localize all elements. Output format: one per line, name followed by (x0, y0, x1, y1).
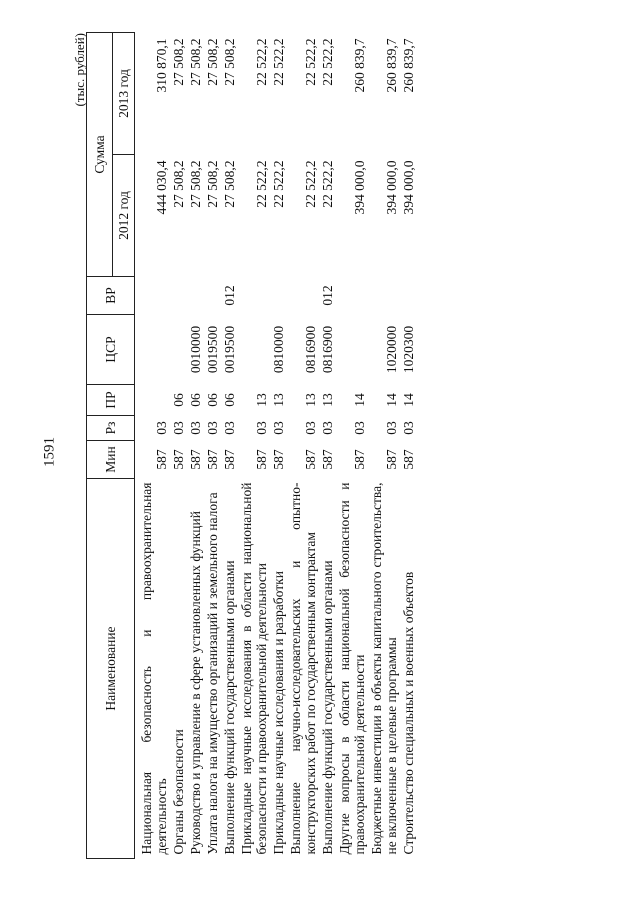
table-row (270, 32, 287, 858)
cell-csr (336, 315, 368, 385)
cell-min: 587 (171, 449, 186, 470)
cell-y2013: 260 839,7 (352, 38, 367, 93)
cell-pr: 14 (352, 393, 367, 407)
cell-name: Выполнение научно-исследовательских и опытно-конструкторских работ по государственным контрактам (288, 482, 318, 855)
cell-y2012: 27 508,2 (188, 160, 203, 208)
page-number: 1591 (41, 437, 58, 467)
header-name: Наименование (87, 479, 135, 859)
cell-pr: 13 (320, 393, 335, 407)
cell-csr: 0019500 (205, 325, 220, 374)
cell-rz: 03 (320, 421, 335, 435)
cell-vr (287, 277, 319, 315)
cell-y2012: 444 030,4 (154, 160, 169, 215)
cell-vr (400, 277, 417, 315)
cell-name: Выполнение функций государственными органами (222, 560, 237, 855)
cell-min: 587 (303, 449, 318, 470)
cell-y2013: 27 508,2 (222, 38, 237, 86)
header-2012: 2012 год (113, 155, 135, 277)
cell-y2012: 22 522,2 (254, 160, 269, 208)
cell-y2012: 394 000,0 (384, 160, 399, 215)
cell-rz: 03 (352, 421, 367, 435)
cell-rz: 03 (188, 421, 203, 435)
cell-vr: 012 (222, 285, 237, 306)
cell-y2013: 22 522,2 (303, 38, 318, 86)
cell-csr (135, 315, 171, 385)
cell-vr (238, 277, 270, 315)
cell-rz: 03 (384, 421, 399, 435)
cell-y2012: 27 508,2 (205, 160, 220, 208)
cell-min: 587 (205, 449, 220, 470)
table-row (135, 32, 171, 858)
table-row (187, 32, 204, 858)
cell-y2013: 22 522,2 (271, 38, 286, 86)
cell-y2012: 27 508,2 (222, 160, 237, 208)
cell-min: 587 (320, 449, 335, 470)
cell-pr: 06 (171, 393, 186, 407)
cell-rz: 03 (154, 421, 169, 435)
cell-name: Строительство специальных и военных объектов (401, 571, 416, 855)
header-min: Мин (87, 441, 135, 479)
table-row (221, 32, 238, 858)
header-2013: 2013 год (113, 32, 135, 154)
cell-pr: 13 (303, 393, 318, 407)
table-row (287, 32, 319, 858)
cell-name: Бюджетные инвестиции в объекты капитального строительства, не включенные в целевые программы (369, 482, 399, 855)
cell-min: 587 (188, 449, 203, 470)
cell-pr: 06 (222, 393, 237, 407)
cell-y2012: 22 522,2 (303, 160, 318, 208)
header-vr: ВР (87, 277, 135, 315)
cell-min: 587 (222, 449, 237, 470)
cell-csr: 0816900 (320, 325, 335, 374)
cell-y2013: 310 870,1 (154, 38, 169, 93)
header-sum: Сумма (87, 32, 113, 276)
cell-rz: 03 (271, 421, 286, 435)
cell-y2012: 394 000,0 (352, 160, 367, 215)
cell-pr: 14 (384, 393, 399, 407)
table-row (400, 32, 417, 858)
cell-y2012: 22 522,2 (320, 160, 335, 208)
cell-rz: 03 (254, 421, 269, 435)
cell-rz: 03 (303, 421, 318, 435)
cell-vr (187, 277, 204, 315)
cell-csr: 0010000 (188, 325, 203, 374)
cell-min: 587 (154, 449, 169, 470)
header-csr: ЦСР (87, 315, 135, 385)
table-row (204, 32, 221, 858)
cell-rz: 03 (222, 421, 237, 435)
cell-rz: 03 (171, 421, 186, 435)
cell-csr (238, 315, 270, 385)
cell-csr: 0019500 (222, 325, 237, 374)
cell-y2012: 27 508,2 (171, 160, 186, 208)
cell-min: 587 (401, 449, 416, 470)
cell-vr (204, 277, 221, 315)
cell-y2013: 27 508,2 (171, 38, 186, 86)
cell-name: Другие вопросы в области национальной безопасности и правоохранительной деятельности (337, 482, 367, 855)
cell-name: Национальная безопасность и правоохранительная деятельность (139, 482, 169, 855)
table-row (368, 32, 400, 858)
cell-name: Прикладные научные исследования и разработки (271, 571, 286, 855)
budget-table (86, 32, 417, 859)
cell-y2013: 27 508,2 (188, 38, 203, 86)
cell-y2013: 27 508,2 (205, 38, 220, 86)
cell-csr: 0810000 (271, 325, 286, 374)
cell-y2012: 394 000,0 (401, 160, 416, 215)
cell-vr (170, 277, 187, 315)
cell-min: 587 (271, 449, 286, 470)
table-header (87, 32, 135, 858)
header-pr: ПР (87, 385, 135, 416)
cell-name: Уплата налога на имущество организаций и земельного налога (205, 492, 220, 855)
cell-y2013: 260 839,7 (384, 38, 399, 93)
cell-pr: 13 (271, 393, 286, 407)
cell-y2013: 22 522,2 (320, 38, 335, 86)
cell-name: Выполнение функций государственными органами (320, 560, 335, 855)
table-row (319, 32, 336, 858)
cell-y2013: 22 522,2 (254, 38, 269, 86)
cell-pr: 06 (205, 393, 220, 407)
cell-csr: 1020000 (384, 325, 399, 374)
cell-y2012: 22 522,2 (271, 160, 286, 208)
table-row (238, 32, 270, 858)
cell-csr (170, 315, 187, 385)
table-row (170, 32, 187, 858)
cell-name: Прикладные научные исследования в области национальной безопасности и правоохранительной деятельности (239, 482, 269, 855)
cell-csr: 1020300 (401, 325, 416, 374)
cell-min: 587 (254, 449, 269, 470)
header-rz: Рз (87, 416, 135, 441)
cell-y2013: 260 839,7 (401, 38, 416, 93)
cell-min: 587 (352, 449, 367, 470)
cell-vr (135, 277, 171, 315)
cell-pr (135, 385, 171, 416)
budget-document-sheet (72, 33, 563, 859)
cell-rz: 03 (205, 421, 220, 435)
cell-min: 587 (384, 449, 399, 470)
cell-pr: 06 (188, 393, 203, 407)
cell-vr (336, 277, 368, 315)
cell-vr (368, 277, 400, 315)
cell-csr: 0816900 (303, 325, 318, 374)
unit-label: (тыс. рублей) (72, 33, 87, 107)
table-body (135, 32, 418, 858)
cell-vr (270, 277, 287, 315)
table-row (336, 32, 368, 858)
cell-name: Органы безопасности (171, 729, 186, 855)
cell-pr: 13 (254, 393, 269, 407)
cell-pr: 14 (401, 393, 416, 407)
cell-vr: 012 (320, 285, 335, 306)
cell-rz: 03 (401, 421, 416, 435)
cell-name: Руководство и управление в сфере установленных функций (188, 511, 203, 855)
